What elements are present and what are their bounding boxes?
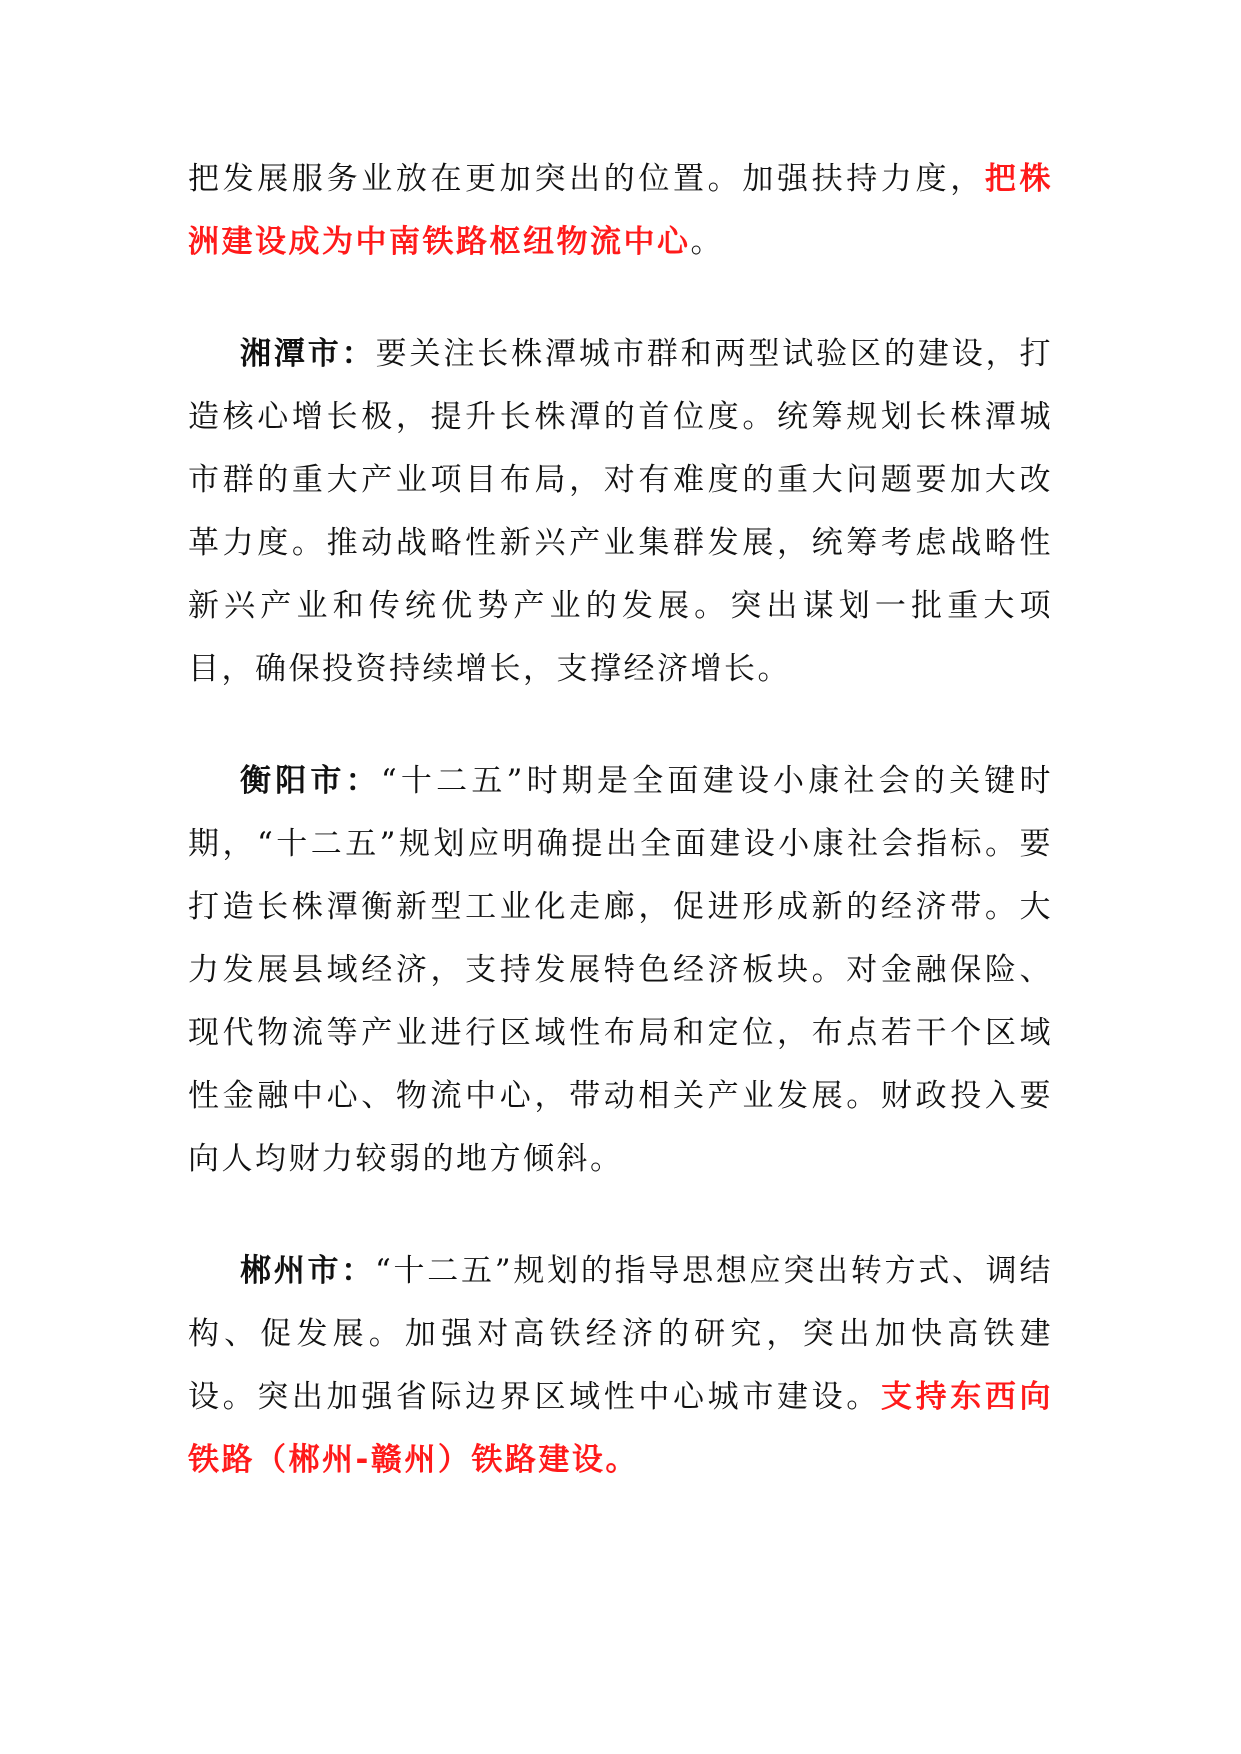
paragraph-tail: 。 <box>690 224 724 260</box>
paragraph-zhuzhou-continued <box>188 148 1053 274</box>
paragraph-body: 要关注长株潭城市群和两型试验区的建设，打造核心增长极，提升长株潭的首位度。统筹规划长株潭城市群的重大产业项目布局，对有难度的重大问题要加大改革力度。推动战略性新兴产业集群发展，统筹考虑战略性新兴产业和传统优势产业的发展。突出谋划一批重大项目，确保投资持续增长，支撑经济增长。 <box>188 336 1054 687</box>
highlighted-text: 把株洲建设成为中南铁路枢纽物流中心 <box>188 161 1054 260</box>
paragraph-body: “十二五”规划的指导思想应突出转方式、调结构、促发展。加强对高铁经济的研究，突出加快高铁建设。突出加强省际边界区域性中心城市建设。 <box>188 1253 1053 1415</box>
city-label: 衡阳市： <box>240 763 381 799</box>
document-page <box>188 148 1053 1492</box>
paragraph-hengyang <box>188 750 1053 1191</box>
paragraph-chenzhou <box>188 1240 1053 1492</box>
paragraph-body: “十二五”时期是全面建设小康社会的关键时期，“十二五”规划应明确提出全面建设小康社会指标。要打造长株潭衡新型工业化走廊，促进形成新的经济带。大力发展县域经济，支持发展特色经济板块。对金融保险、现代物流等产业进行区域性布局和定位，布点若干个区域性金融中心、物流中心，带动相关产业发展。财政投入要向人均财力较弱的地方倾斜。 <box>188 763 1054 1177</box>
paragraph-body: 把发展服务业放在更加突出的位置。加强扶持力度， <box>188 161 985 197</box>
city-label: 郴州市： <box>240 1253 375 1289</box>
paragraph-xiangtan <box>188 323 1053 701</box>
highlighted-text: 支持东西向铁路（郴州-赣州）铁路建设。 <box>188 1379 1054 1478</box>
city-label: 湘潭市： <box>240 336 376 372</box>
